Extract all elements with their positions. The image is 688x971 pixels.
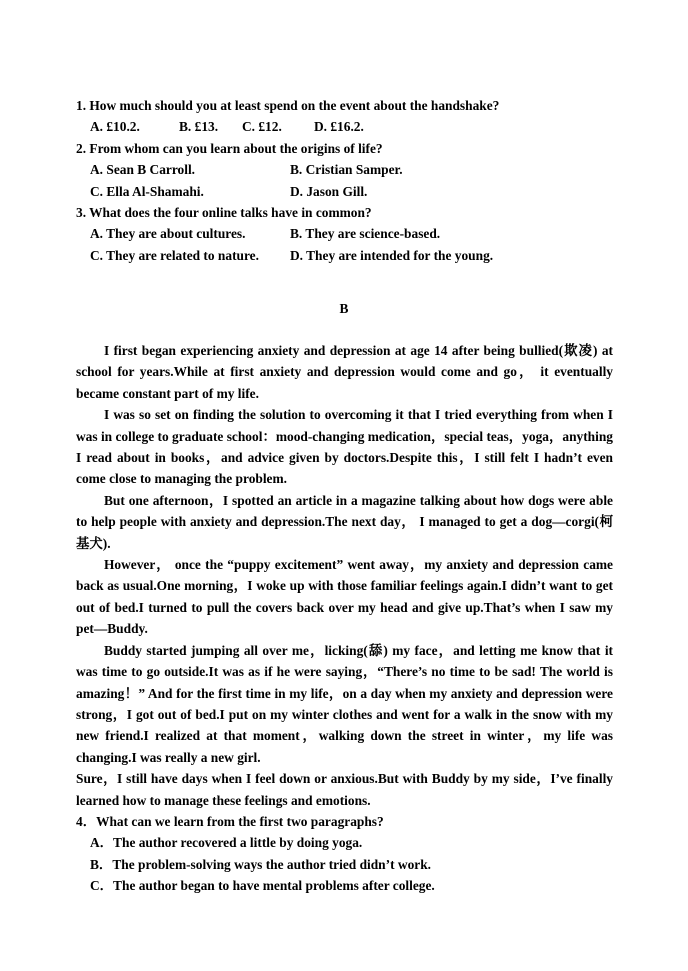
option: D. £16.2. <box>314 119 364 135</box>
passage-paragraph: However， once the “puppy excitement” went away，my anxiety and depression came back as usual.One morning，I woke up with those familiar feelings again.I didn’t want to get out of bed.I turned to pull the covers back over my head and give up.That’s when I saw my pet—Buddy. <box>76 557 613 637</box>
option: D. They are intended for the young. <box>290 247 494 263</box>
passage-paragraph: I first began experiencing anxiety and depression at age 14 after being bullied(欺凌) at school for years.While at first anxiety and depression would come and go， it eventually became constant part of my life. <box>76 343 613 401</box>
section-heading: B <box>339 301 349 316</box>
question-4-option: C．The author began to have mental problems after college. <box>90 878 435 894</box>
question-4-option: A．The author recovered a little by doing yoga. <box>90 835 363 851</box>
passage-paragraph: But one afternoon，I spotted an article in a magazine talking about how dogs were able to help people with anxiety and depression.The next day， I managed to get a dog—corgi(柯基犬). <box>76 492 613 551</box>
option: C. Ella Al-Shamahi. <box>90 183 204 199</box>
passage-paragraph: Sure，I still have days when I feel down or anxious.But with Buddy by my side，I’ve finally learned how to manage these feelings and emotions. <box>76 771 613 808</box>
option: B. £13. <box>179 119 219 135</box>
passage-paragraph: Buddy started jumping all over me，licking(舔) my face，and letting me know that it was time to go outside.It was as if he were saying，“There’s no time to be sad! The world is amazing！” And for the first time in my life，on a day when my anxiety and depression were strong，I got out of bed.I put on my winter clothes and went for a walk in the snow with my new friend.I realized at that moment，walking down the street in winter，my life was changing.I was really a new girl. <box>76 642 613 765</box>
question-2-options-row-2 <box>76 181 613 202</box>
option: A. £10.2. <box>90 119 140 135</box>
question-3-options-row-2 <box>76 245 613 266</box>
option: A. They are about cultures. <box>90 226 246 242</box>
question-3: 3. What does the four online talks have in common? <box>76 205 372 221</box>
question-2-options-row-1 <box>76 159 613 180</box>
option: B. They are science-based. <box>290 226 441 242</box>
option: D. Jason Gill. <box>290 183 368 199</box>
option: C. £12. <box>242 119 282 135</box>
option: C. They are related to nature. <box>90 247 259 263</box>
question-2: 2. From whom can you learn about the origins of life? <box>76 140 383 156</box>
question-4: 4．What can we learn from the first two paragraphs? <box>76 813 384 829</box>
question-4-option: B．The problem-solving ways the author tried didn’t work. <box>90 856 431 872</box>
question-1: 1. How much should you at least spend on the event about the handshake? <box>76 98 500 113</box>
question-3-options-row-1 <box>76 223 613 244</box>
option: A. Sean B Carroll. <box>90 162 196 178</box>
question-1-options <box>76 116 613 137</box>
questions-top <box>76 95 613 266</box>
option: B. Cristian Samper. <box>290 162 403 178</box>
passage-paragraph: I was so set on finding the solution to overcoming it that I tried everything from when I was in college to graduate school：mood-changing medication，special teas，yoga，anything I read about in books，and advice given by doctors.Despite this，I still felt I hadn’t even come close to managing the problem. <box>76 407 613 487</box>
passage <box>76 340 613 897</box>
